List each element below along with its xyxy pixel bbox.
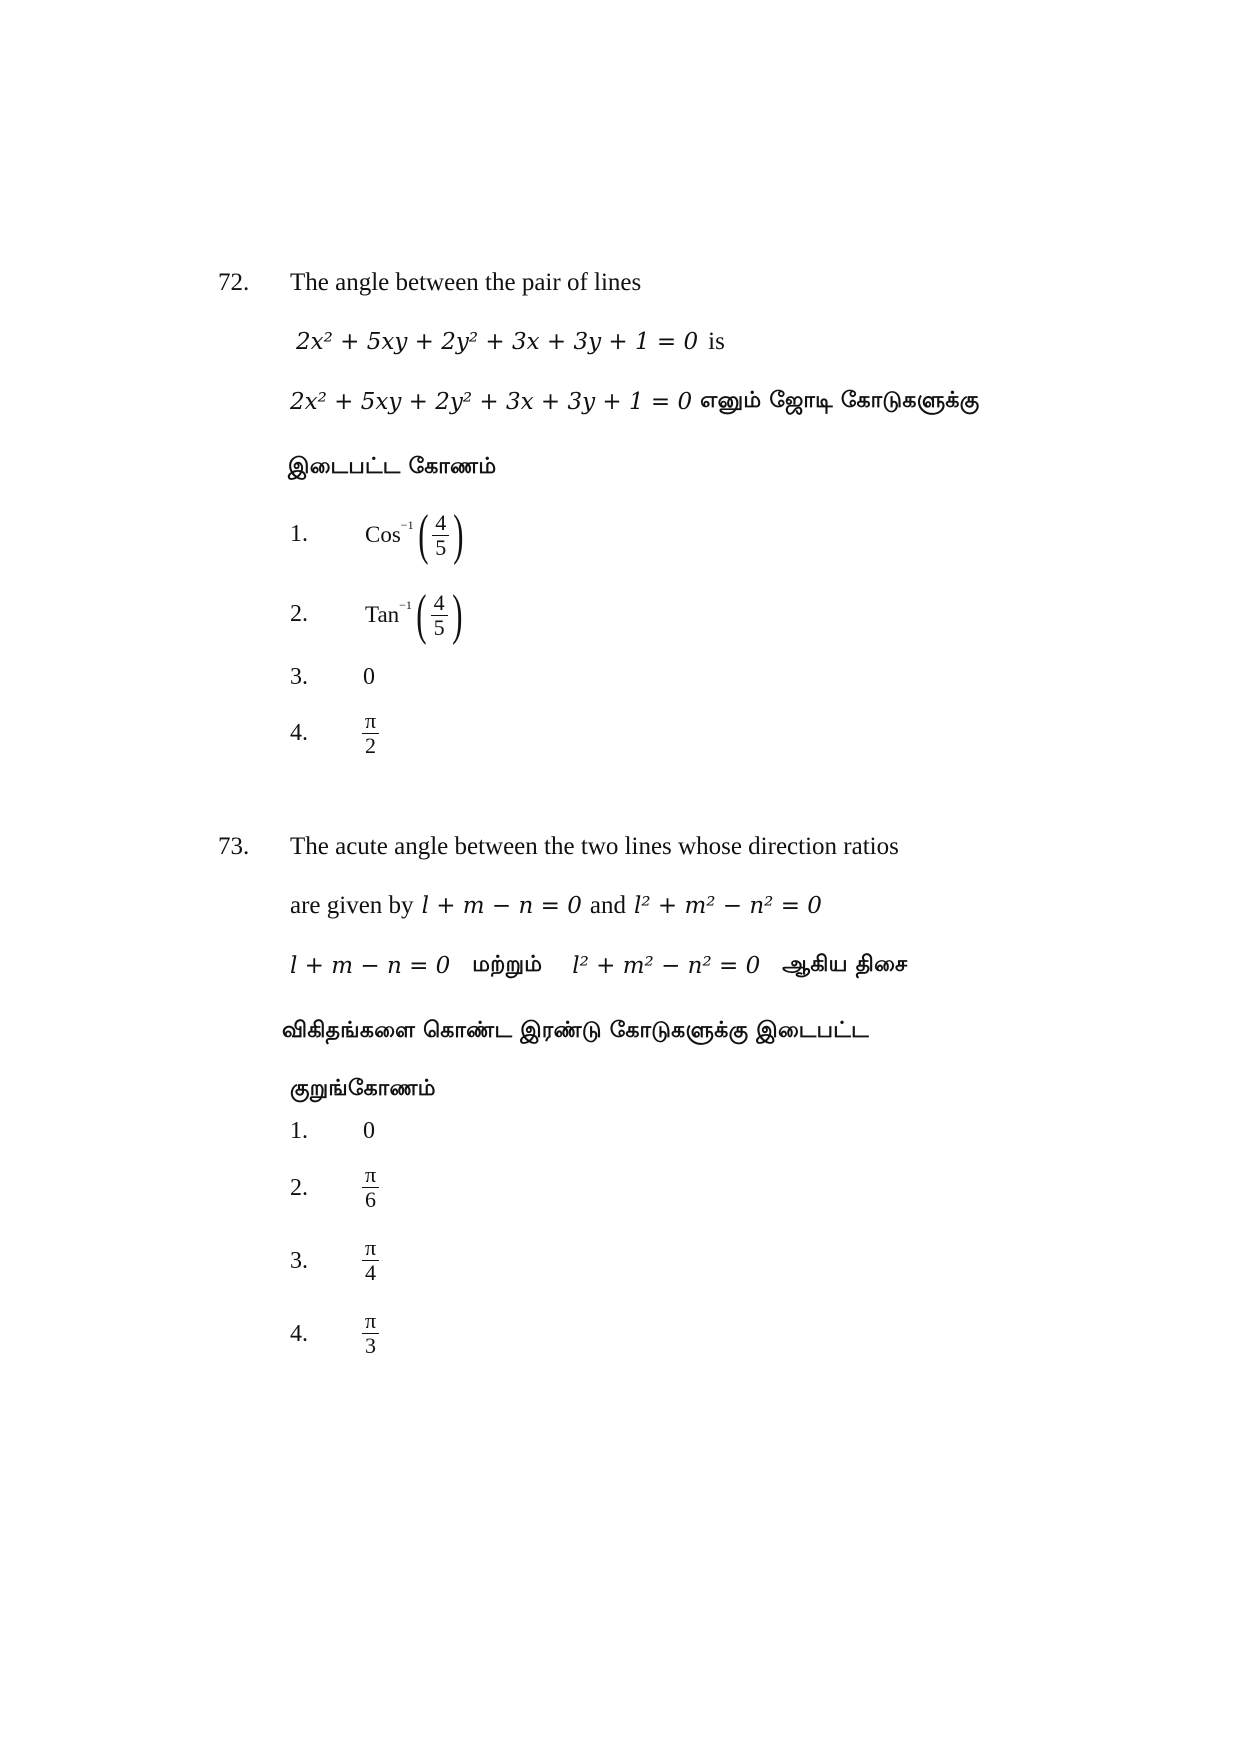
equation: l + m − n = 0 — [421, 893, 582, 919]
fraction: $\frac{4}{5}$ — [431, 591, 448, 640]
right-paren: ) — [451, 584, 463, 646]
fraction: $\frac{4}{5}$ — [432, 511, 449, 560]
option-number: 3. — [290, 1248, 308, 1274]
option-number: 1. — [290, 1118, 308, 1144]
question-text-english: The acute angle between the two lines whose direction ratios — [290, 833, 899, 860]
option-number: 2. — [290, 1175, 308, 1201]
option-2[interactable] — [365, 583, 466, 647]
option-number: 1. — [290, 521, 308, 547]
equation: 2x² + 5xy + 2y² + 3x + 3y + 1 = 0 — [290, 389, 693, 415]
option-3[interactable]: 0 — [363, 664, 375, 690]
text: are given by — [290, 892, 414, 919]
question-number: 72. — [218, 269, 250, 296]
left-paren: ( — [416, 584, 427, 646]
option-4[interactable]: $\frac{\pi}{3}$ — [362, 1309, 379, 1358]
tamil-text: எனும் ஜோடி கோடுகளுக்கு — [700, 388, 980, 413]
equation-suffix: is — [708, 328, 725, 355]
option-4[interactable]: $\frac{\pi}{2}$ — [362, 709, 379, 758]
left-paren: ( — [417, 504, 429, 566]
equation: 2x² + 5xy + 2y² + 3x + 3y + 1 = 0 — [296, 329, 699, 355]
equation: l² + m² − n² = 0 — [572, 953, 761, 979]
question-text-tamil — [290, 952, 907, 980]
tamil-text: மற்றும் — [472, 952, 543, 977]
option-3[interactable]: $\frac{\pi}{4}$ — [362, 1236, 379, 1285]
option-number: 2. — [290, 601, 308, 627]
equation-english — [296, 328, 725, 356]
equation: l + m − n = 0 — [290, 953, 451, 979]
question-text-english-line2 — [290, 892, 822, 920]
option-1[interactable]: 0 — [363, 1118, 375, 1144]
equation: l² + m² − n² = 0 — [633, 893, 822, 919]
text: and — [589, 892, 626, 919]
option-number: 4. — [290, 720, 308, 746]
question-text-tamil — [290, 388, 980, 416]
right-paren: ) — [453, 504, 464, 566]
tamil-text: ஆகிய திசை — [782, 952, 908, 977]
function-name: Tan$^{-1}$ — [365, 598, 412, 627]
tamil-text: விகிதங்களை கொண்ட இரண்டு கோடுகளுக்கு இடைபட்ட — [282, 1018, 869, 1043]
option-number: 3. — [290, 664, 308, 690]
tamil-text: குறுங்கோணம் — [290, 1076, 436, 1101]
option-1[interactable] — [365, 503, 468, 567]
question-number: 73. — [218, 833, 250, 860]
option-2[interactable]: $\frac{\pi}{6}$ — [362, 1163, 379, 1212]
function-name: Cos$^{-1}$ — [365, 518, 414, 547]
option-number: 4. — [290, 1321, 308, 1347]
question-text-english: The angle between the pair of lines — [290, 269, 642, 296]
tamil-text: இடைபட்ட கோணம் — [288, 454, 497, 479]
